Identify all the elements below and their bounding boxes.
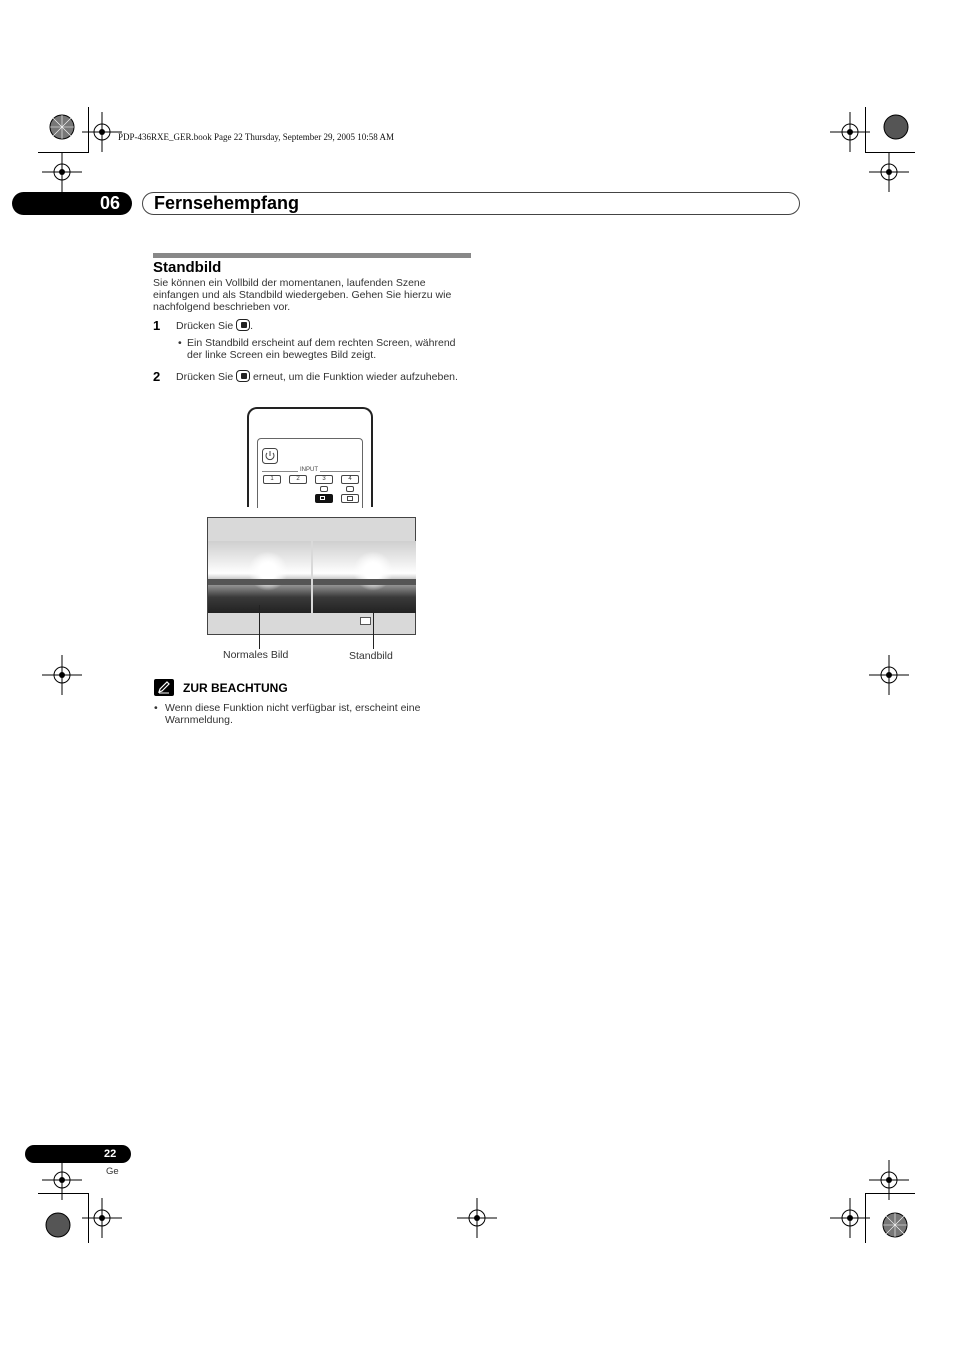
callout-line (259, 605, 260, 649)
step-1-bullet: Ein Standbild erscheint auf dem rechten Screen, während der linke Screen ein bewegtes Bild zeigt. (187, 337, 456, 361)
input-label: INPUT (300, 467, 318, 473)
freeze-indicator-icon (360, 617, 371, 625)
chapter-number: 06 (100, 193, 121, 213)
step-number: 1 (153, 318, 161, 333)
still-picture-caption: Standbild (349, 650, 393, 662)
freeze-button-highlighted (315, 494, 333, 503)
crosshair-icon (42, 152, 82, 192)
crosshair-icon (869, 655, 909, 695)
split-glyph-icon (347, 496, 353, 501)
still-picture-screen (313, 541, 416, 613)
bullet-icon: • (178, 337, 182, 349)
callout-line (373, 613, 374, 649)
remote-button-panel (257, 438, 363, 508)
registration-mark-icon (42, 107, 82, 147)
page-number: 22 (104, 1148, 117, 1160)
crop-mark (38, 1193, 88, 1194)
language-code: Ge (106, 1166, 119, 1177)
crop-mark (38, 152, 88, 153)
step-2-text: Drücken Sie erneut, um die Funktion wieder aufzuheben. (176, 371, 458, 383)
bullet-icon: • (154, 702, 158, 714)
crop-mark (865, 1193, 915, 1194)
crosshair-icon (869, 152, 909, 192)
step-1-text: Drücken Sie . (176, 320, 254, 332)
sun-glare (353, 551, 393, 591)
crop-mark (88, 107, 89, 153)
section-intro: Sie können ein Vollbild der momentanen, laufenden Szene einfangen und als Standbild wiedergeben. Gehen Sie hierzu wie nachfolgend beschrieben vor. (153, 277, 452, 313)
pencil-icon (156, 680, 172, 695)
crosshair-icon (869, 1160, 909, 1200)
freeze-glyph-icon (320, 496, 325, 500)
crosshair-icon (42, 655, 82, 695)
chapter-title: Fernsehempfang (154, 193, 300, 213)
step-number: 2 (153, 369, 161, 384)
normal-picture-caption: Normales Bild (223, 649, 289, 661)
input-2-button: 2 (289, 475, 307, 484)
horizon (313, 579, 416, 585)
input-3-button: 3 (315, 475, 333, 484)
sun-glare (248, 551, 288, 591)
input-1-button: 1 (263, 475, 281, 484)
crosshair-icon (830, 112, 870, 152)
small-icon (320, 486, 328, 492)
crop-mark (88, 1193, 89, 1243)
note-item: Wenn diese Funktion nicht verfügbar ist, erscheint eine Warnmeldung. (165, 702, 421, 726)
crosshair-icon (42, 1160, 82, 1200)
book-info: PDP-436RXE_GER.book Page 22 Thursday, September 29, 2005 10:58 AM (118, 132, 394, 142)
section-title: Standbild (153, 259, 222, 276)
small-icon (346, 486, 354, 492)
crosshair-icon (457, 1198, 497, 1238)
crop-mark (865, 1193, 866, 1243)
registration-mark-icon (876, 107, 916, 147)
note-icon (154, 679, 174, 696)
tv-screen-illustration (207, 517, 416, 635)
horizon (208, 579, 311, 585)
power-icon (262, 448, 278, 464)
crop-mark (865, 107, 866, 153)
freeze-button-icon (236, 370, 250, 382)
input-4-button: 4 (341, 475, 359, 484)
crop-mark (865, 152, 915, 153)
freeze-button-icon (236, 319, 250, 331)
note-title: ZUR BEACHTUNG (183, 681, 288, 695)
section-divider (153, 253, 471, 258)
remote-control-illustration (247, 407, 373, 507)
crosshair-icon (830, 1198, 870, 1238)
normal-picture-screen (208, 541, 311, 613)
split-button (341, 494, 359, 503)
registration-mark-icon (875, 1205, 915, 1245)
registration-mark-icon (38, 1205, 78, 1245)
